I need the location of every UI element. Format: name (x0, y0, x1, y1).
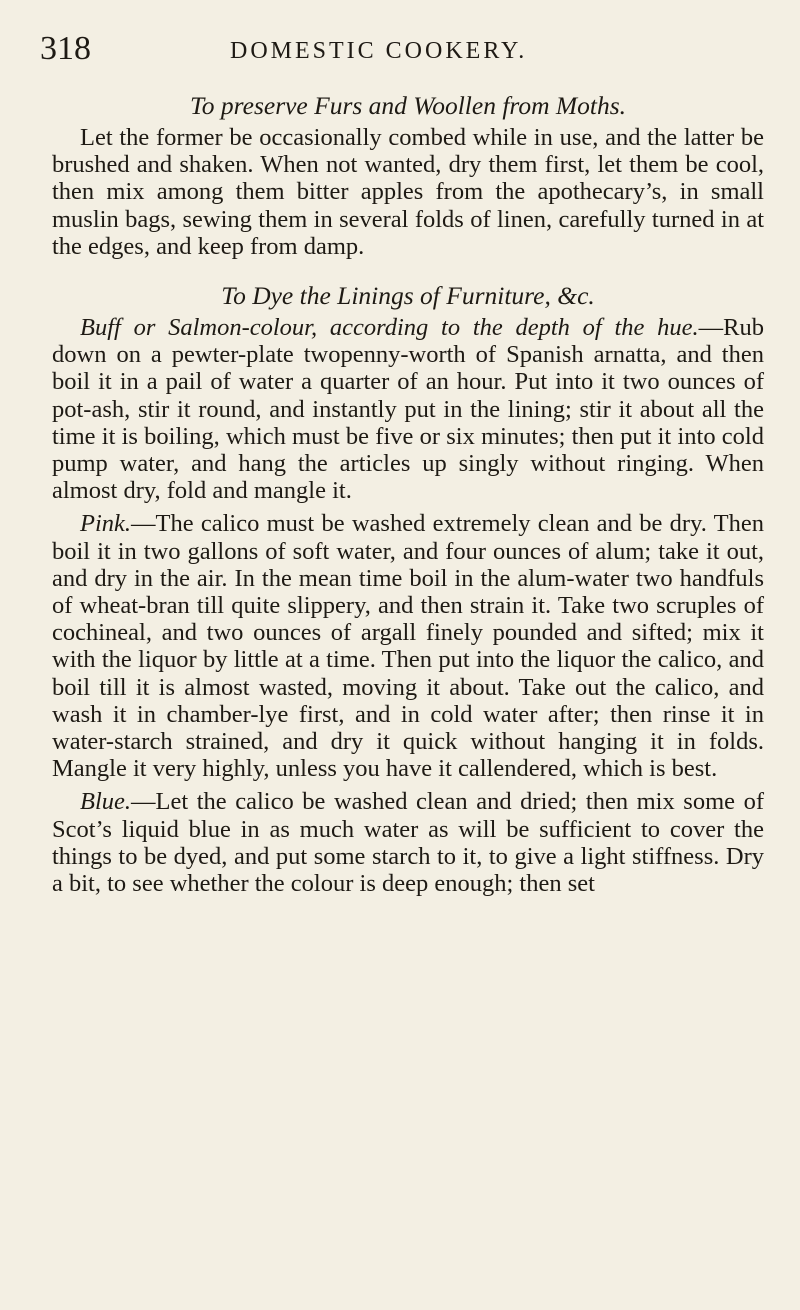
paragraph-blue (52, 788, 764, 897)
paragraph-text: —Let the calico be washed clean and dried; then mix some of Scot’s liquid blue in as much water as will be sufficient to cover the things to be dyed, and put some starch to it, to give a light stiffness. Dry a bit, to see whether the colour is deep enough; then set (52, 788, 764, 898)
paragraph-lead: Buff or Salmon-colour, according to the depth of the hue. (80, 314, 699, 342)
paragraph-buff-salmon (52, 314, 764, 504)
section-heading-moths: To preserve Furs and Woollen from Moths. (189, 91, 627, 120)
page-body (52, 88, 764, 897)
section-gap (52, 260, 764, 278)
running-head: DOMESTIC COOKERY. (230, 38, 528, 64)
paragraph-lead: Blue. (80, 788, 132, 816)
paragraph-text: —Rub down on a pewter-plate twopenny-worth of Spanish arnatta, and then boil it in a pail of water a quarter of an hour. Put into it two ounces of pot-ash, stir it round, and instantly put in the lining; stir it about all the time it is boiling, which must be five or six minutes; then put it into cold pump water, and hang the articles up singly without ringing. When almost dry, fold and mangle it. (52, 314, 764, 505)
paragraph-text: —The calico must be washed extremely clean and be dry. Then boil it in two gallons of soft water, and four ounces of alum; take it out, and dry in the air. In the mean time boil in the alum-water two handfuls of wheat-bran till quite slippery, and then strain it. Take two scruples of cochineal, and two ounces of argall finely pounded and sifted; mix it with the liquor by little at a time. Then put into the liquor the calico, and boil till it is almost wasted, moving it about. Take out the calico, and wash it in chamber-lye first, and in cold water after; then rinse it in water-starch strained, and dry it quick without hanging it in folds. Mangle it very highly, unless you have it callendered, which is best. (52, 510, 764, 783)
page-number: 318 (40, 30, 91, 67)
paragraph-lead: Pink. (80, 510, 132, 538)
paragraph-pink (52, 510, 764, 782)
paragraph-text: Let the former be occasionally combed while in use, and the latter be brushed and shaken. When not wanted, dry them first, let them be cool, then mix among them bitter apples from the apothecary’s, in small muslin bags, sewing them in several folds of linen, carefully turned in at the edges, and keep from damp. (52, 124, 764, 260)
page-header (40, 30, 770, 80)
paragraph-moths (52, 124, 764, 260)
section-heading-dye-linings: To Dye the Linings of Furniture, &c. (221, 281, 595, 311)
